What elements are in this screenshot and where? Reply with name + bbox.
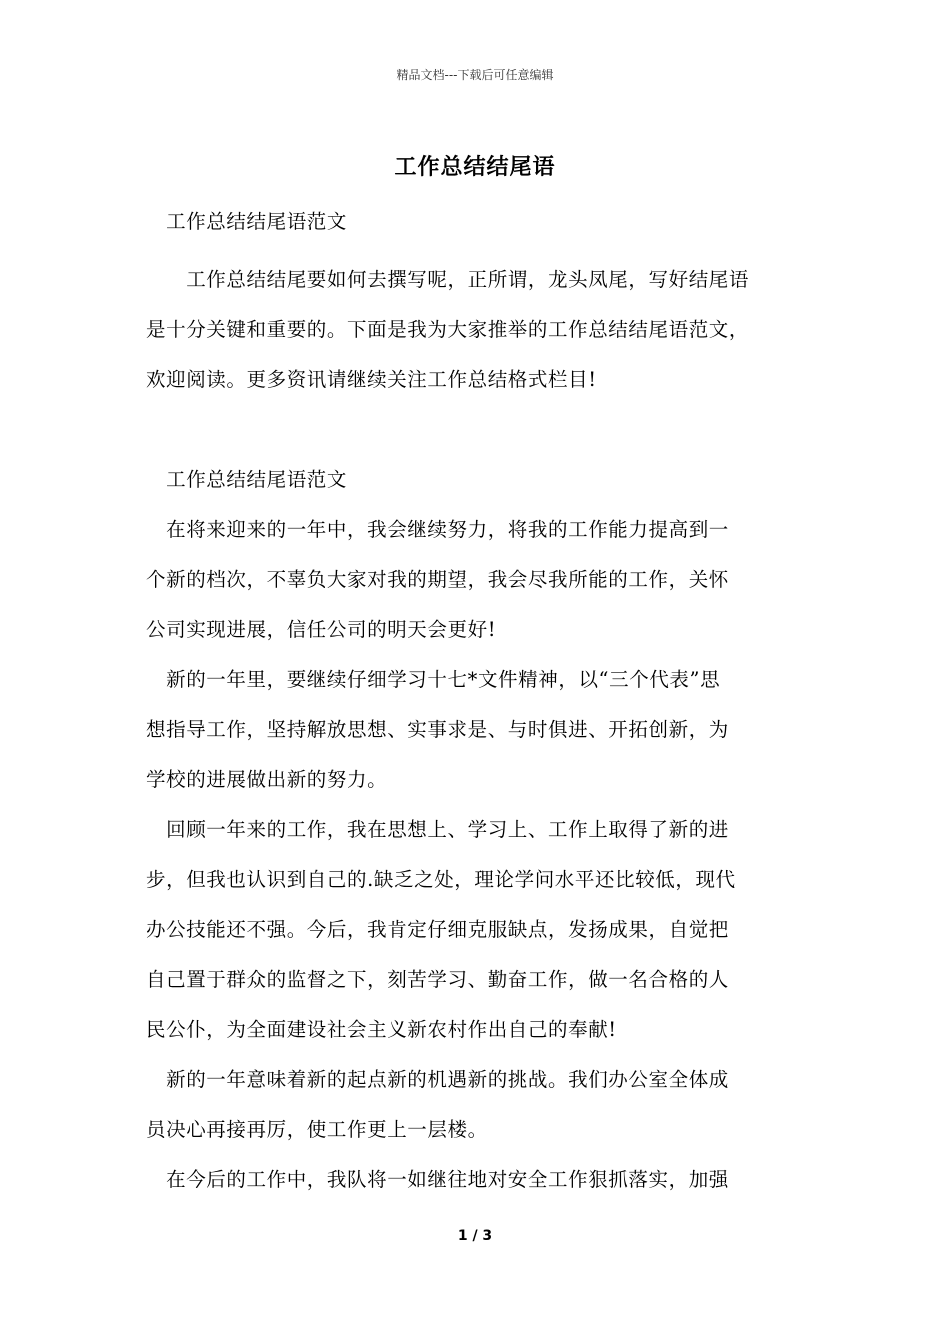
body-line: 在将来迎来的一年中，我会继续努力，将我的工作能力提高到一 <box>146 518 729 541</box>
body-line: 新的一年里，要继续仔细学习十七*文件精神，以“三个代表”思 <box>146 668 721 691</box>
body-line: 是十分关键和重要的。下面是我为大家推举的工作总结结尾语范文， <box>146 318 750 341</box>
body-line: 公司实现进展，信任公司的明天会更好! <box>146 618 497 641</box>
body-line: 想指导工作，坚持解放思想、实事求是、与时俱进、开拓创新，为 <box>146 718 729 741</box>
body-line: 工作总结结尾要如何去撰写呢，正所谓，龙头凤尾，写好结尾语 <box>146 268 750 291</box>
body-line: 新的一年意味着新的起点新的机遇新的挑战。我们办公室全体成 <box>146 1068 729 1091</box>
body-line: 回顾一年来的工作，我在思想上、学习上、工作上取得了新的进 <box>146 818 729 841</box>
body-line: 自己置于群众的监督之下，刻苦学习、勤奋工作，做一名合格的人 <box>146 968 729 991</box>
body-line: 在今后的工作中，我队将一如继往地对安全工作狠抓落实，加强 <box>146 1168 729 1191</box>
page-number: 1 / 3 <box>457 1228 493 1244</box>
document-title: 工作总结结尾语 <box>394 154 556 180</box>
body-line: 民公仆，为全面建设社会主义新农村作出自己的奉献! <box>146 1018 617 1041</box>
body-line: 个新的档次，不辜负大家对我的期望，我会尽我所能的工作，关怀 <box>146 568 729 591</box>
body-line: 员决心再接再厉，使工作更上一层楼。 <box>146 1118 488 1141</box>
body-line: 工作总结结尾语范文 <box>146 468 348 491</box>
paragraph-gap <box>146 405 814 455</box>
body-line: 工作总结结尾语范文 <box>146 210 348 233</box>
page-header-note: 精品文档---下载后可任意编辑 <box>396 68 554 82</box>
body-line: 步，但我也认识到自己的.缺乏之处，理论学问水平还比较低，现代 <box>146 868 736 891</box>
document-body <box>146 197 814 1205</box>
body-line: 欢迎阅读。更多资讯请继续关注工作总结格式栏目! <box>146 368 597 391</box>
body-line: 学校的进展做出新的努力。 <box>146 768 388 791</box>
body-line: 办公技能还不强。今后，我肯定仔细克服缺点，发扬成果，自觉把 <box>146 918 729 941</box>
